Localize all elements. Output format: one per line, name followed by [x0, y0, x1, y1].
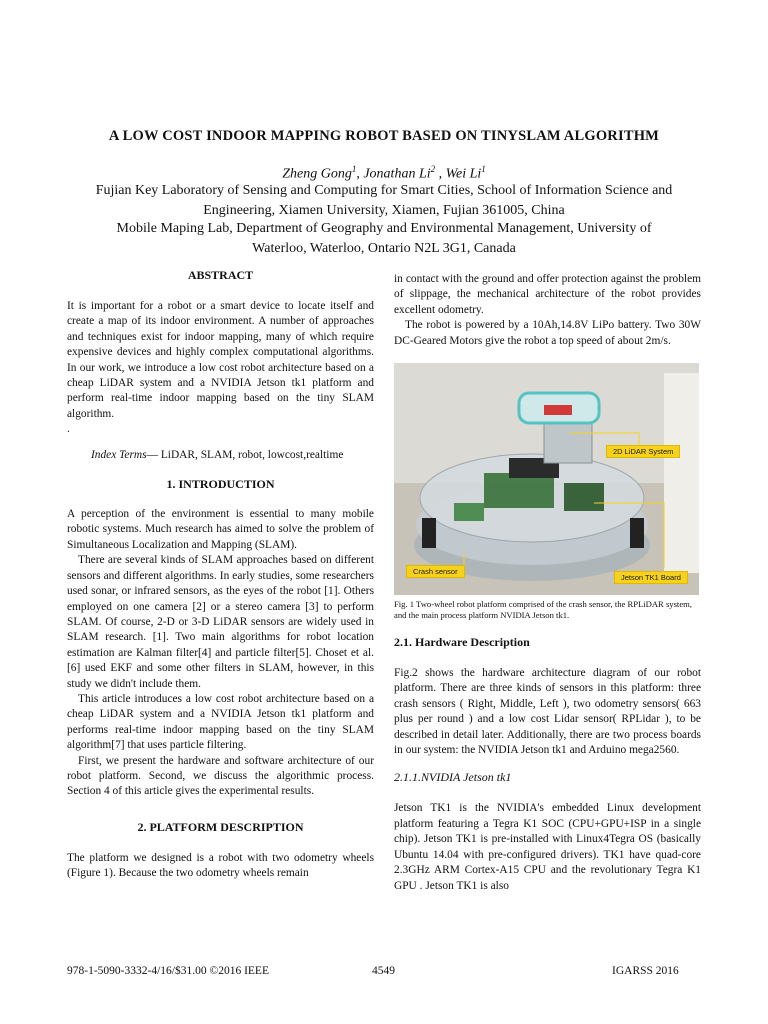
- affiliation-2: [60, 219, 708, 259]
- author-affiliation-mark: 1: [351, 164, 357, 174]
- crash-sensor-label: Crash sensor: [406, 565, 465, 578]
- intro-paragraph: First, we present the hardware and software architecture of our robot platform. Second, we discuss the algorithmic process. Section 4 of this article gives the experimental results.: [67, 754, 374, 798]
- author-name: Zheng Gong: [282, 166, 352, 182]
- affiliation-line: Fujian Key Laboratory of Sensing and Computing for Smart Cities, School of Information Science and: [95, 183, 673, 198]
- hardware-heading: 2.1. Hardware Description: [394, 635, 530, 650]
- lidar-system-label: 2D LiDAR System: [606, 445, 680, 458]
- jetson-board-label: Jetson TK1 Board: [614, 571, 688, 584]
- platform-continued-paragraph: in contact with the ground and offer protection against the problem of slippage, the mechanical architecture of the robot provides excellent odometry.: [394, 273, 701, 316]
- author-separator: ,: [435, 166, 446, 182]
- jetson-paragraph: Jetson TK1 is the NVIDIA's embedded Linux development platform featuring a Tegra K1 SOC (CPU+GPU+ISP in a single chip). Jetson TK1 is pre-installed with Linux4Tegra OS (basically Ubuntu 14.04 with pre-configured drivers). TK1 have quad-core 2.3GHz ARM Cortex-A15 CPU and the revolutionary Tegra K1 GPU . Jetson TK1 is also: [394, 802, 701, 892]
- platform-battery-paragraph: The robot is powered by a 10Ah,14.8V LiPo battery. Two 30W DC-Geared Motors give the robot a top speed of about 2m/s.: [394, 319, 701, 347]
- abstract-trailing-dot: .: [67, 423, 70, 436]
- footer-conference: IGARSS 2016: [612, 965, 679, 977]
- introduction-heading: 1. INTRODUCTION: [166, 477, 275, 492]
- index-terms-text: — LiDAR, SLAM, robot, lowcost,realtime: [146, 448, 344, 461]
- hardware-paragraph: Fig.2 shows the hardware architecture diagram of our robot platform. There are three kinds of sensors in this platform: three crash sensors ( Right, Middle, Left ), two odometry sensors( 663 plus per round ) and a low cost Lidar sensor( RPLidar ), to be described in detail later. Additionally, there are two process boards in our system: the NVIDIA Jetson tk1 and Arduino mega2560.: [394, 667, 701, 757]
- affiliation-1: [60, 181, 708, 221]
- author-name: Jonathan Li: [363, 166, 431, 182]
- author-name: Wei Li: [445, 166, 482, 182]
- abstract-text: It is important for a robot or a smart device to locate itself and create a map of its indoor environment. A number of approaches and techniques exist for indoor mapping, many of which require expensive devices and highly complex computational algorithms. In our work, we introduce a low cost robot architecture based on a cheap LiDAR system and a NVIDIA Jetson tk1 platform and perform real-time indoor mapping based on the tiny SLAM algorithm.: [67, 300, 374, 420]
- platform-heading: 2. PLATFORM DESCRIPTION: [137, 819, 304, 834]
- footer-isbn: 978-1-5090-3332-4/16/$31.00 ©2016 IEEE: [67, 965, 269, 977]
- author-list: [0, 164, 768, 183]
- index-terms: [67, 448, 374, 463]
- abstract-heading: ABSTRACT: [187, 268, 254, 282]
- author-affiliation-mark: 2: [430, 164, 436, 174]
- jetson-heading: 2.1.1.NVIDIA Jetson tk1: [394, 770, 512, 785]
- right-column: [394, 272, 701, 894]
- affiliation-line: Mobile Maping Lab, Department of Geography and Environmental Management, University of: [116, 221, 652, 236]
- robot-photo-figure: [394, 363, 699, 595]
- footer-page-number: 4549: [372, 965, 395, 977]
- intro-paragraph: A perception of the environment is essential to many mobile robotic systems. Much research has aimed to solve the problem of Simultaneous Localization and Mapping (SLAM).: [67, 508, 374, 551]
- author-separator: ,: [356, 166, 364, 182]
- intro-paragraph: This article introduces a low cost robot architecture based on a cheap LiDAR system and a NVIDIA Jetson tk1 platform and performs real-time indoor mapping based on the tiny SLAM algorithm[7] that uses particle filtering.: [67, 692, 374, 752]
- left-column: [67, 268, 374, 882]
- affiliation-line: Engineering, Xiamen University, Xiamen, Fujian 361005, China: [203, 203, 565, 218]
- platform-paragraph: The platform we designed is a robot with two odometry wheels (Figure 1). Because the two odometry wheels remain: [67, 851, 374, 880]
- affiliation-line: Waterloo, Waterloo, Ontario N2L 3G1, Canada: [252, 241, 516, 256]
- author-affiliation-mark: 1: [481, 164, 486, 174]
- paper-title: A LOW COST INDOOR MAPPING ROBOT BASED ON TINYSLAM ALGORITHM: [108, 128, 660, 144]
- robot-photo-illustration: [394, 363, 699, 595]
- intro-paragraph: There are several kinds of SLAM approaches based on different sensors and different algorithms. In early studies, some researchers used sonar, or infrared sensors, as the eyes of the robot [1]. Others employed on one camera [2] or a stereo camera [3] to perform SLAM. Of course, 2-D or 3-D LiDAR sensors are widely used in SLAM research. [1]. Two main algorithms for robot location estimation are Kalman filter[4] and particle filter[5]. Choset et al. [6] used EKF and some other filters in SLAM, however, in this study we didn't include them.: [67, 554, 374, 690]
- index-terms-label: Index Terms: [91, 448, 147, 461]
- figure-caption: Fig. 1 Two-wheel robot platform comprised of the crash sensor, the RPLiDAR system, and the main process platform NVIDIA Jetson tk1.: [394, 599, 692, 621]
